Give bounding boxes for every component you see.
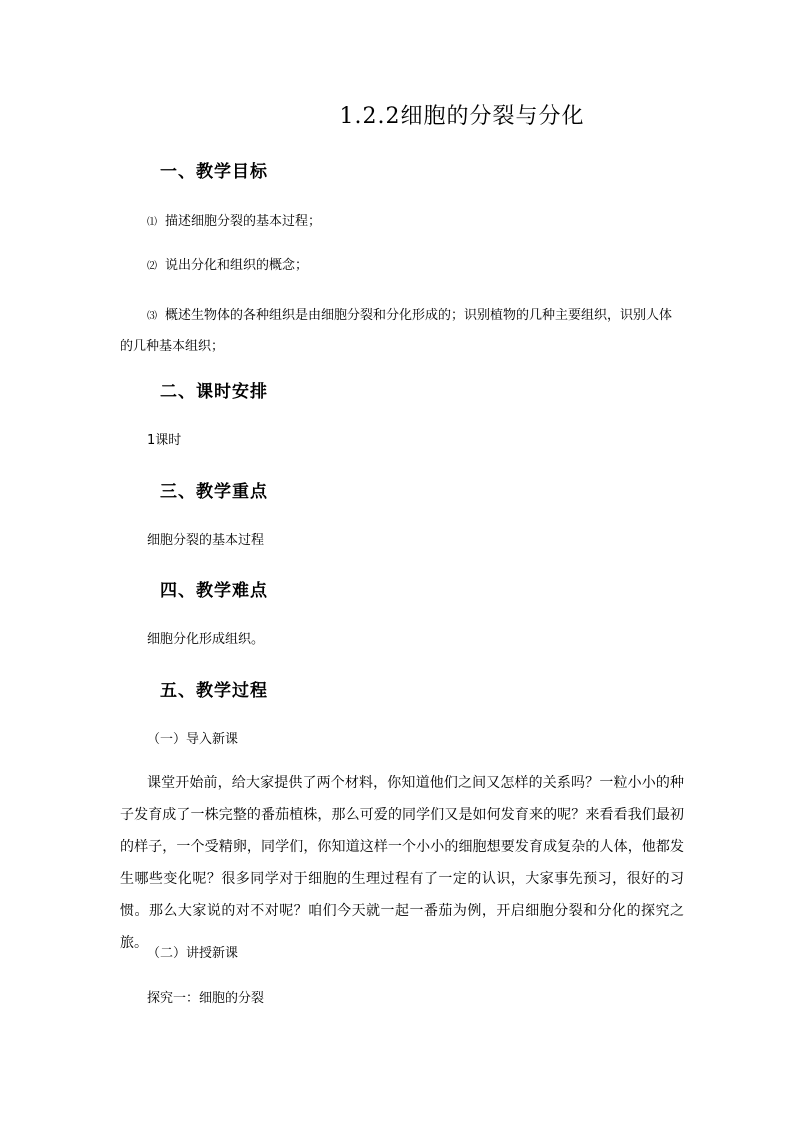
objective-text-1: 描述细胞分裂的基本过程； xyxy=(165,214,322,229)
objective-text-2: 说出分化和组织的概念； xyxy=(165,258,309,273)
subheading-intro: （一）导入新课 xyxy=(147,732,239,747)
heading-schedule: 二、课时安排 xyxy=(160,382,268,402)
objective-item-2 xyxy=(147,256,308,277)
objective-num-2: ⑵ xyxy=(147,261,157,272)
explore-heading: 探究一：细胞的分裂 xyxy=(147,991,265,1006)
schedule-text: 1课时 xyxy=(147,433,182,448)
heading-key-point: 三、教学重点 xyxy=(160,482,268,502)
objective-item-3 xyxy=(120,301,680,362)
heading-objectives: 一、教学目标 xyxy=(160,162,268,182)
key-point-text: 细胞分裂的基本过程 xyxy=(147,533,265,548)
difficulty-text: 细胞分化形成组织。 xyxy=(147,632,265,647)
objective-num-3: ⑶ xyxy=(147,311,157,322)
heading-difficulty: 四、教学难点 xyxy=(160,581,268,601)
objective-text-3: 概述生物体的各种组织是由细胞分裂和分化形成的；识别植物的几种主要组织，识别人体的几种基本组织； xyxy=(120,308,673,354)
document-title: 1.2.2细胞的分裂与分化 xyxy=(339,104,585,129)
heading-process: 五、教学过程 xyxy=(160,681,268,701)
objective-item-1 xyxy=(147,212,321,233)
objective-num-1: ⑴ xyxy=(147,217,157,228)
intro-paragraph: 课堂开始前，给大家提供了两个材料，你知道他们之间又怎样的关系吗？一粒小小的种子发育成了一株完整的番茄植株，那么可爱的同学们又是如何发育来的呢？来看看我们最初的样子，一个受精卵，同学们，你知道这样一个小小的细胞想要发育成复杂的人体，他都发生哪些变化呢？很多同学对于细胞的生理过程有了一定的认识，大家事先预习，很好的习惯。那么大家说的对不对呢？咱们今天就一起一番茄为例，开启细胞分裂和分化的探究之旅。 xyxy=(120,775,684,951)
subheading-lecture: （二）讲授新课 xyxy=(147,946,239,961)
